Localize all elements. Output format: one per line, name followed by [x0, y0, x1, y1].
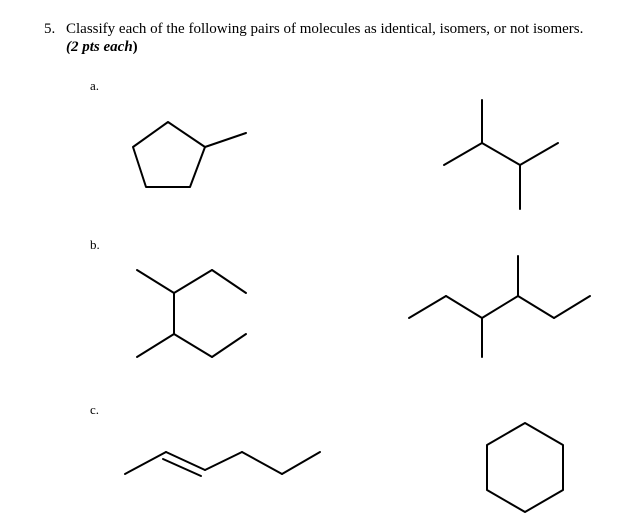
part-c-label: c.: [90, 402, 100, 417]
question-prompt: Classify each of the following pairs of molecules as identical, isomers, or not isomers.: [66, 21, 584, 37]
points-close: ): [132, 39, 138, 55]
part-b-label: b.: [90, 237, 100, 252]
points-text: (2 pts each: [66, 39, 133, 55]
cyclohexane-ring: [487, 423, 563, 512]
question-number: 5.: [44, 21, 56, 37]
part-a-label: a.: [90, 78, 100, 93]
